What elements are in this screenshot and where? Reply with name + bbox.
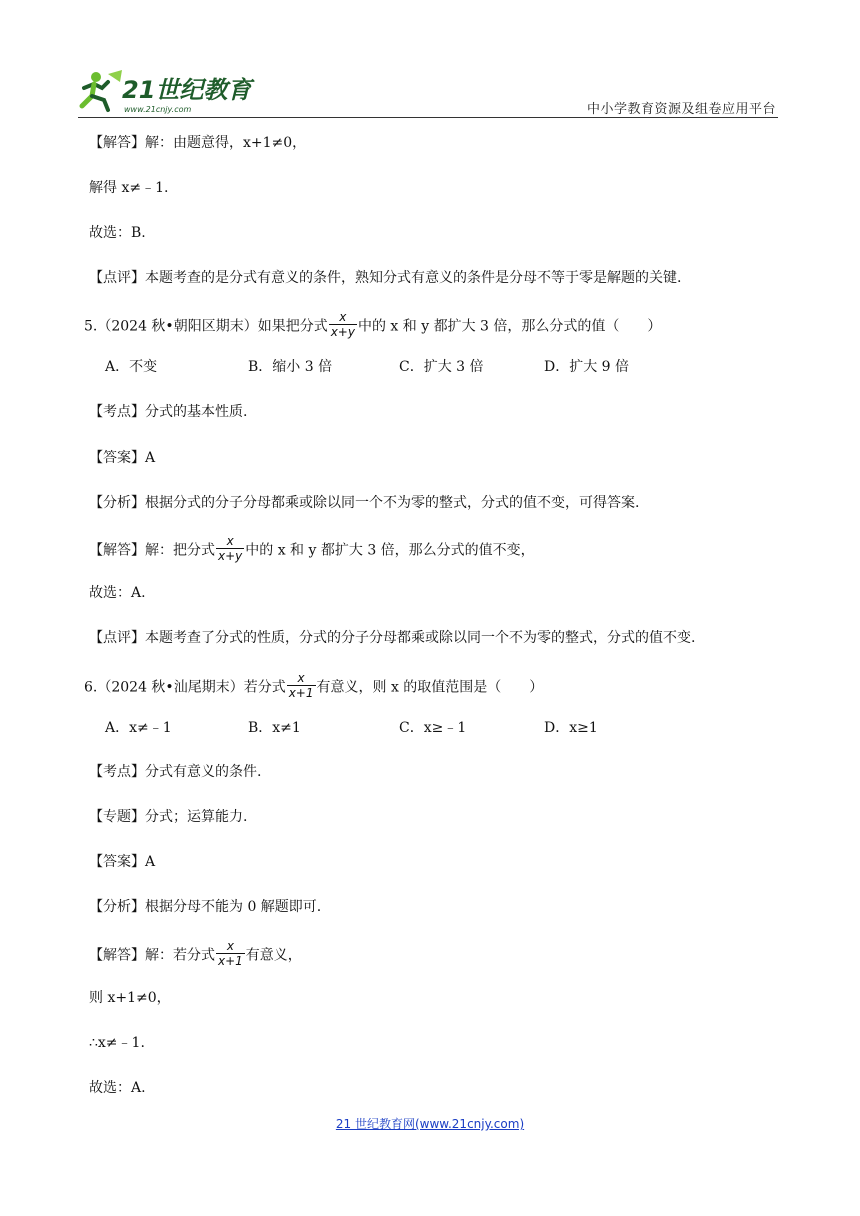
fraction: $\frac{x}{x+y}$ [330, 310, 355, 339]
page-footer [0, 1115, 860, 1132]
analysis-line: 【分析】根据分母不能为 0 解题即可. [89, 899, 322, 915]
fraction: $\frac{x}{x+1}$ [288, 671, 314, 700]
choice-line: 故选：A. [89, 1080, 146, 1096]
answer-line: 【答案】A [89, 450, 156, 466]
platform-title: 中小学教育资源及组卷应用平台 [586, 102, 776, 117]
logo [78, 68, 258, 116]
answer-line: 【答案】A [89, 854, 156, 870]
option-a: A．x≠﹣1 [105, 720, 172, 736]
topic-line: 【专题】分式；运算能力. [89, 809, 248, 825]
logo-text: 21世纪教育 [122, 76, 252, 104]
choice-line: 故选：B. [89, 225, 146, 241]
question-5-stem: 5.（2024 秋•朝阳区期末）如果把分式 [84, 318, 328, 335]
question-5 [84, 312, 661, 341]
option-d: D．扩大 9 倍 [544, 359, 630, 375]
page-header [78, 64, 778, 120]
question-6-stem-end: 有意义，则 x 的取值范围是（ ） [316, 679, 544, 696]
analysis-line: 【分析】根据分式的分子分母都乘或除以同一个不为零的整式，分式的值不变，可得答案. [89, 495, 640, 511]
option-c: C．x≥﹣1 [399, 720, 467, 736]
question-6-stem: 6.（2024 秋•汕尾期末）若分式 [84, 679, 286, 696]
solution-line: 【解答】解：把分式 $\frac{x}{x+y}$ 中的 x 和 y 都扩大 3 倍，那么分式的值不变， [89, 534, 535, 563]
question-6 [84, 673, 543, 702]
solution-line: 【解答】解：若分式 $\frac{x}{x+1}$ 有意义， [89, 939, 302, 968]
solution-line: 解得 x≠﹣1. [89, 180, 169, 196]
option-b: B．x≠1 [248, 720, 301, 736]
comment-line: 【点评】本题考查了分式的性质，分式的分子分母都乘或除以同一个不为零的整式，分式的值不变. [89, 630, 696, 646]
comment-line: 【点评】本题考查的是分式有意义的条件，熟知分式有意义的条件是分母不等于零是解题的关键. [89, 270, 682, 286]
runner-icon [82, 72, 108, 110]
header-divider [78, 117, 778, 118]
fraction: $\frac{x}{x+1}$ [218, 939, 243, 968]
solution-line: 【解答】解：由题意得，x+1≠0， [89, 135, 307, 151]
choice-line: 故选：A. [89, 585, 146, 601]
kaodian-line: 【考点】分式有意义的条件. [89, 764, 262, 780]
solution-line: 则 x+1≠0， [89, 990, 171, 1006]
footer-link[interactable]: 21 世纪教育网(www.21cnjy.com) [335, 1117, 525, 1131]
option-d: D．x≥1 [544, 720, 598, 736]
option-c: C．扩大 3 倍 [399, 359, 484, 375]
kaodian-line: 【考点】分式的基本性质. [89, 404, 248, 420]
question-5-stem-end: 中的 x 和 y 都扩大 3 倍，那么分式的值（ ） [357, 318, 662, 335]
logo-url: www.21cnjy.com [124, 105, 192, 114]
fraction: $\frac{x}{x+y}$ [218, 534, 243, 563]
option-a: A．不变 [105, 359, 158, 375]
solution-line: ∴x≠﹣1. [89, 1035, 145, 1051]
option-b: B．缩小 3 倍 [248, 359, 333, 375]
